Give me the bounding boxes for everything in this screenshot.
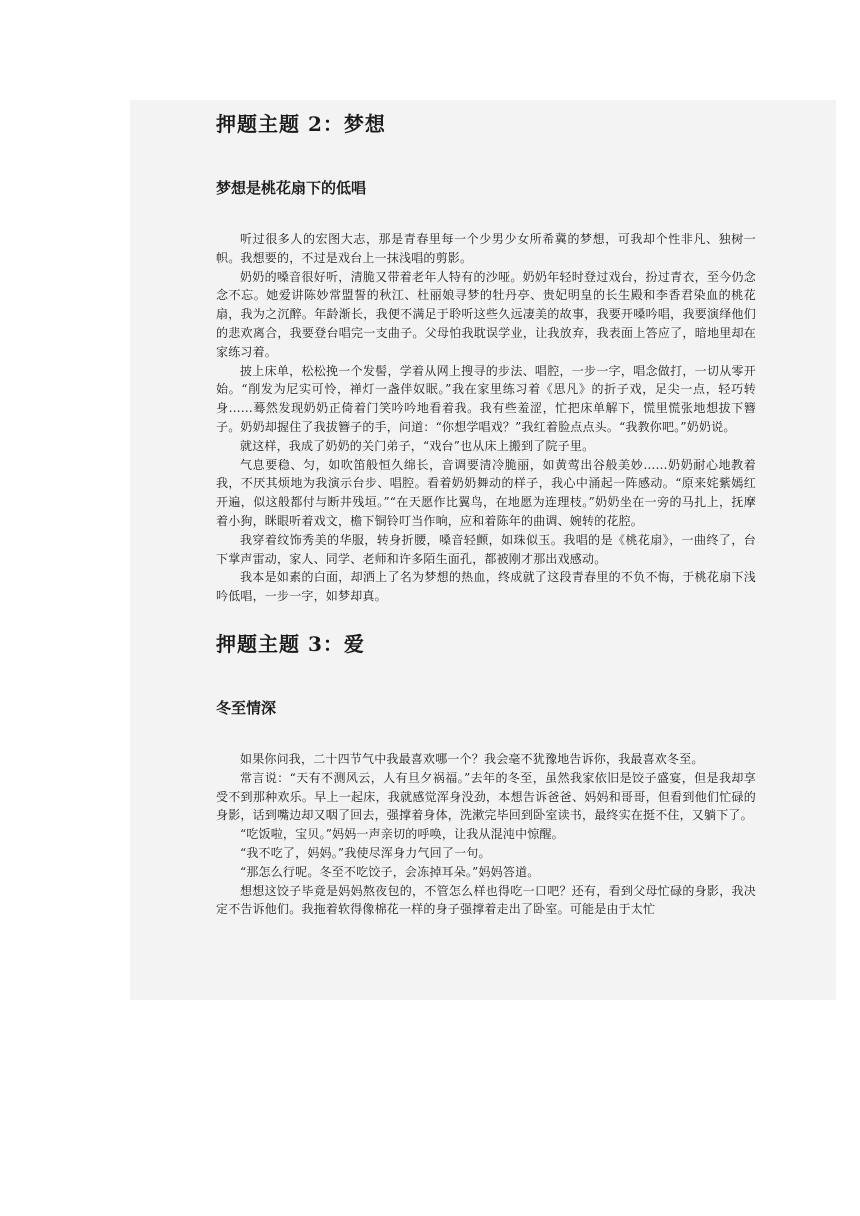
- paragraph: 披上床单，松松挽一个发髻，学着从网上搜寻的步法、唱腔，一步一字，唱念做打，一切从零开始。“削发为尼实可怜，禅灯一盏伴奴眠。”我在家里练习着《思凡》的折子戏，足尖一点，轻巧转身……蓦然发现奶奶正倚着门笑吟吟地看着我。我有些羞涩，忙把床单解下，慌里慌张地想拔下簪子。奶奶却握住了我拔簪子的手，问道：“你想学唱戏？”我红着脸点点头。“我教你吧。”奶奶说。: [216, 363, 756, 434]
- document-body: [216, 108, 756, 919]
- paragraph: 气息要稳、匀，如吹笛般恒久绵长，音调要清冷脆丽，如黄莺出谷般美妙……奶奶耐心地教着我，不厌其烦地为我演示台步、唱腔。看着奶奶舞动的样子，我心中涌起一阵感动。“原来姹紫嫣红开遍，似这般都付与断井残垣。”“在天愿作比翼鸟，在地愿为连理枝。”奶奶坐在一旁的马扎上，抚摩着小狗，眯眼听着戏文，檐下铜铃叮当作响，应和着陈年的曲调、婉转的花腔。: [216, 457, 756, 528]
- paragraph: “吃饭啦，宝贝。”妈妈一声亲切的呼唤，让我从混沌中惊醒。: [240, 827, 564, 842]
- paragraph: 想想这饺子毕竟是妈妈熬夜包的，不管怎么样也得吃一口吧？还有，看到父母忙碌的身影，我决定不告诉他们。我拖着软得像棉花一样的身子强撑着走出了卧室。可能是由于太忙: [216, 883, 756, 917]
- paragraph: 如果你问我，二十四节气中我最喜欢哪一个？我会毫不犹豫地告诉你，我最喜欢冬至。: [240, 751, 704, 766]
- essay-title-dream: 梦想是桃花扇下的低唱: [216, 179, 367, 197]
- paragraph: “我不吃了，妈妈。”我使尽浑身力气回了一句。: [240, 845, 491, 860]
- paragraph: 我本是如素的白面，却洒上了名为梦想的热血，终成就了这段青春里的不负不悔，于桃花扇下浅吟低唱，一步一字，如梦却真。: [216, 570, 756, 604]
- essay-body-dream: [216, 230, 756, 606]
- essay-body-winter-solstice: [216, 750, 756, 919]
- paragraph: “那怎么行呢。冬至不吃饺子，会冻掉耳朵。”妈妈答道。: [240, 864, 540, 879]
- essay-title-winter-solstice: 冬至情深: [216, 698, 277, 717]
- section-heading-dream: 押题主题 2：梦想: [216, 112, 386, 136]
- paragraph: 常言说：“天有不测风云，人有旦夕祸福。”去年的冬至，虽然我家依旧是饺子盛宴，但是我却享受不到那种欢乐。早上一起床，我就感觉浑身没劲，本想告诉爸爸、妈妈和哥哥，但看到他们忙碌的身影，话到嘴边却又咽了回去，强撑着身体，洗漱完毕回到卧室读书，最终实在挺不住，又躺下了。: [216, 770, 756, 823]
- paragraph: 听过很多人的宏图大志，那是青春里每一个少男少女所希冀的梦想，可我却个性非凡、独树一帜。我想要的，不过是戏台上一抹浅唱的剪影。: [216, 232, 756, 265]
- section-heading-love: 押题主题 3：爱: [216, 631, 365, 656]
- paragraph: 就这样，我成了奶奶的关门弟子，“戏台”也从床上搬到了院子里。: [240, 438, 595, 453]
- paragraph: 我穿着纹饰秀美的华服，转身折腰，嗓音轻颤，如珠似玉。我唱的是《桃花扇》，一曲终了，台下掌声雷动，家人、同学、老师和许多陌生面孔，都被刚才那出戏感动。: [216, 532, 756, 566]
- paragraph: 奶奶的嗓音很好听，清脆又带着老年人特有的沙哑。奶奶年轻时登过戏台，扮过青衣，至今仍念念不忘。她爱讲陈妙常盟誓的秋江、杜丽娘寻梦的牡丹亭、贵妃明皇的长生殿和李香君染血的桃花扇，我为之沉醉。年龄渐长，我便不满足于聆听这些久远凄美的故事，我要开嗓吟唱，我要演绎他们的悲欢离合，我要登台唱完一支曲子。父母怕我耽误学业，让我放弃，我表面上答应了，暗地里却在家练习着。: [216, 269, 756, 359]
